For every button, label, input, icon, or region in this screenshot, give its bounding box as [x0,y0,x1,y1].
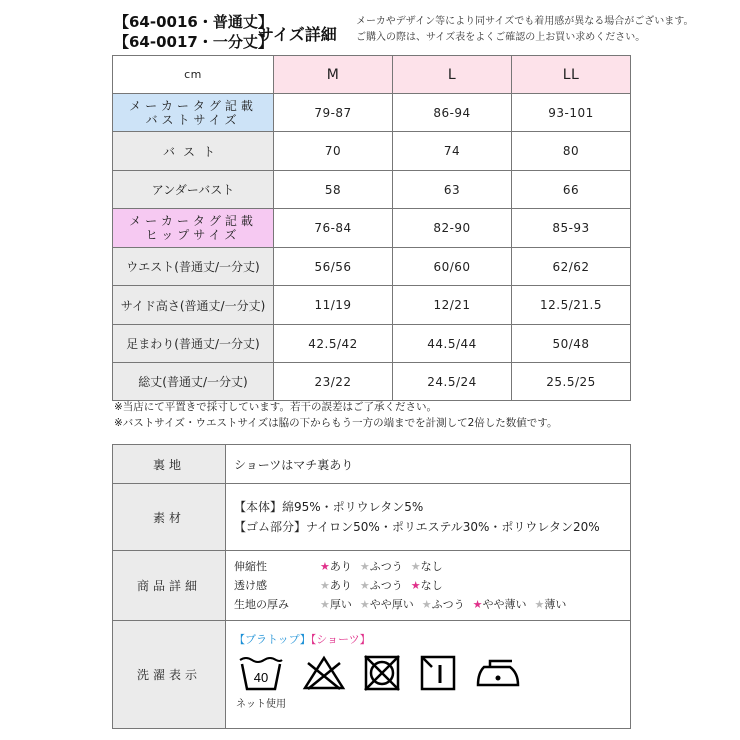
cell: 23/22 [274,363,393,401]
star-empty-icon: ★ [534,598,545,611]
row-label: メーカータグ記載 ヒップサイズ [113,209,274,248]
option-label: あり [329,579,352,592]
no-bleach-icon [302,655,346,694]
row-label: バスト [113,132,274,171]
star-empty-icon: ★ [359,598,370,611]
product-detail-option [535,595,567,614]
cell: 86-94 [393,94,512,132]
cell: 62/62 [512,248,631,286]
row-label: 総丈(普通丈/一分丈) [113,363,274,401]
product-detail-option [473,595,527,614]
option-label: ふつう [369,579,403,592]
size-l: L [393,56,512,94]
product-detail-row [234,595,630,614]
cell: 11/19 [274,286,393,325]
size-table [112,55,631,401]
cell: 82-90 [393,209,512,248]
star-empty-icon: ★ [421,598,432,611]
product-detail-row [234,557,630,576]
product-details [226,551,631,621]
header-note-line2: ご購入の際は、サイズ表をよくご確認の上お買い求めください。 [356,32,646,43]
cell: 76-84 [274,209,393,248]
table-row [113,209,631,248]
product-detail-name: 伸縮性 [234,560,267,573]
lining-value: ショーツはマチ裏あり [226,445,631,484]
material-row [113,484,631,551]
product-detail-option [422,595,465,614]
option-label: なし [420,560,443,573]
wash-value [226,621,631,729]
star-empty-icon: ★ [410,560,421,573]
cell: 66 [512,171,631,209]
note-line: ※バストサイズ・ウエストサイズは脇の下からもう一方の端までを計測して2倍した数値です。 [114,417,558,429]
cell: 12.5/21.5 [512,286,631,325]
star-empty-icon: ★ [320,579,330,592]
product-detail-option [411,576,443,595]
table-row [113,325,631,363]
product-codes [114,12,273,52]
cell: 12/21 [393,286,512,325]
product-label: 商品詳細 [113,551,226,621]
cell: 60/60 [393,248,512,286]
cell: 74 [393,132,512,171]
size-ll: LL [512,56,631,94]
product-detail-option [320,557,352,576]
option-label: あり [329,560,352,573]
product-detail-row [234,576,630,595]
no-tumble-dry-icon [362,655,402,694]
tag-bratop: 【ブラトップ】 [234,633,311,646]
shade-dry-flat-icon [418,655,458,694]
star-empty-icon: ★ [359,560,370,573]
option-label: ふつう [431,598,465,611]
size-notes [114,399,557,431]
header-note-line1: メーカやデザイン等により同サイズでも着用感が異なる場合がございます。 [356,16,694,27]
table-row [113,363,631,401]
cell: 56/56 [274,248,393,286]
product-detail-option [320,576,352,595]
cell: 25.5/25 [512,363,631,401]
cell: 58 [274,171,393,209]
header-note [356,14,694,46]
table-row [113,286,631,325]
wash-row [113,621,631,729]
detail-table [112,444,631,729]
option-label: ふつう [369,560,403,573]
material-line: 【ゴム部分】ナイロン50%・ポリエステル30%・ポリウレタン20% [234,520,600,534]
product-detail-option [411,557,443,576]
tag-shorts: 【ショーツ】 [310,633,371,646]
cell: 50/48 [512,325,631,363]
cell: 63 [393,171,512,209]
table-row [113,248,631,286]
size-header-row [113,56,631,94]
size-m: M [274,56,393,94]
cell: 80 [512,132,631,171]
wash-tub-icon [236,655,286,710]
product-detail-option [320,595,352,614]
option-label: 薄い [544,598,567,611]
product-code-2: 【64-0017・一分丈】 [114,33,273,51]
cell: 44.5/44 [393,325,512,363]
lining-label: 裏地 [113,445,226,484]
product-detail-name: 生地の厚み [234,598,289,611]
product-row [113,551,631,621]
item-tags [234,631,630,647]
row-label: サイド高さ(普通丈/一分丈) [113,286,274,325]
care-icons [236,655,630,710]
iron-low-icon [474,655,522,694]
product-detail-option [360,557,403,576]
material-value [226,484,631,551]
table-row [113,132,631,171]
row-label: メーカータグ記載 バストサイズ [113,94,274,132]
star-filled-icon: ★ [320,560,330,573]
row-label: ウエスト(普通丈/一分丈) [113,248,274,286]
option-label: やや厚い [369,598,414,611]
option-label: なし [420,579,443,592]
table-row [113,171,631,209]
unit-cell: cm [113,56,274,94]
wash-label: 洗濯表示 [113,621,226,729]
product-detail-option [360,576,403,595]
product-code-1: 【64-0016・普通丈】 [114,13,273,31]
svg-text:40: 40 [253,670,269,685]
star-empty-icon: ★ [320,598,330,611]
cell: 93-101 [512,94,631,132]
lining-row [113,445,631,484]
option-label: 厚い [329,598,352,611]
table-row [113,94,631,132]
note-line: ※当店にて平置きで採寸しています。若干の誤差はご了承ください。 [114,401,437,413]
material-line: 【本体】綿95%・ポリウレタン5% [234,500,424,514]
page-title: サイズ詳細 [258,25,337,44]
cell: 70 [274,132,393,171]
row-label: アンダーバスト [113,171,274,209]
cell: 24.5/24 [393,363,512,401]
row-label: 足まわり(普通丈/一分丈) [113,325,274,363]
star-filled-icon: ★ [472,598,483,611]
cell: 85-93 [512,209,631,248]
star-empty-icon: ★ [359,579,370,592]
product-detail-name: 透け感 [234,579,267,592]
net-label: ネット使用 [236,699,286,710]
cell: 42.5/42 [274,325,393,363]
option-label: やや薄い [482,598,527,611]
material-label: 素材 [113,484,226,551]
product-detail-option [360,595,414,614]
cell: 79-87 [274,94,393,132]
star-filled-icon: ★ [410,579,421,592]
